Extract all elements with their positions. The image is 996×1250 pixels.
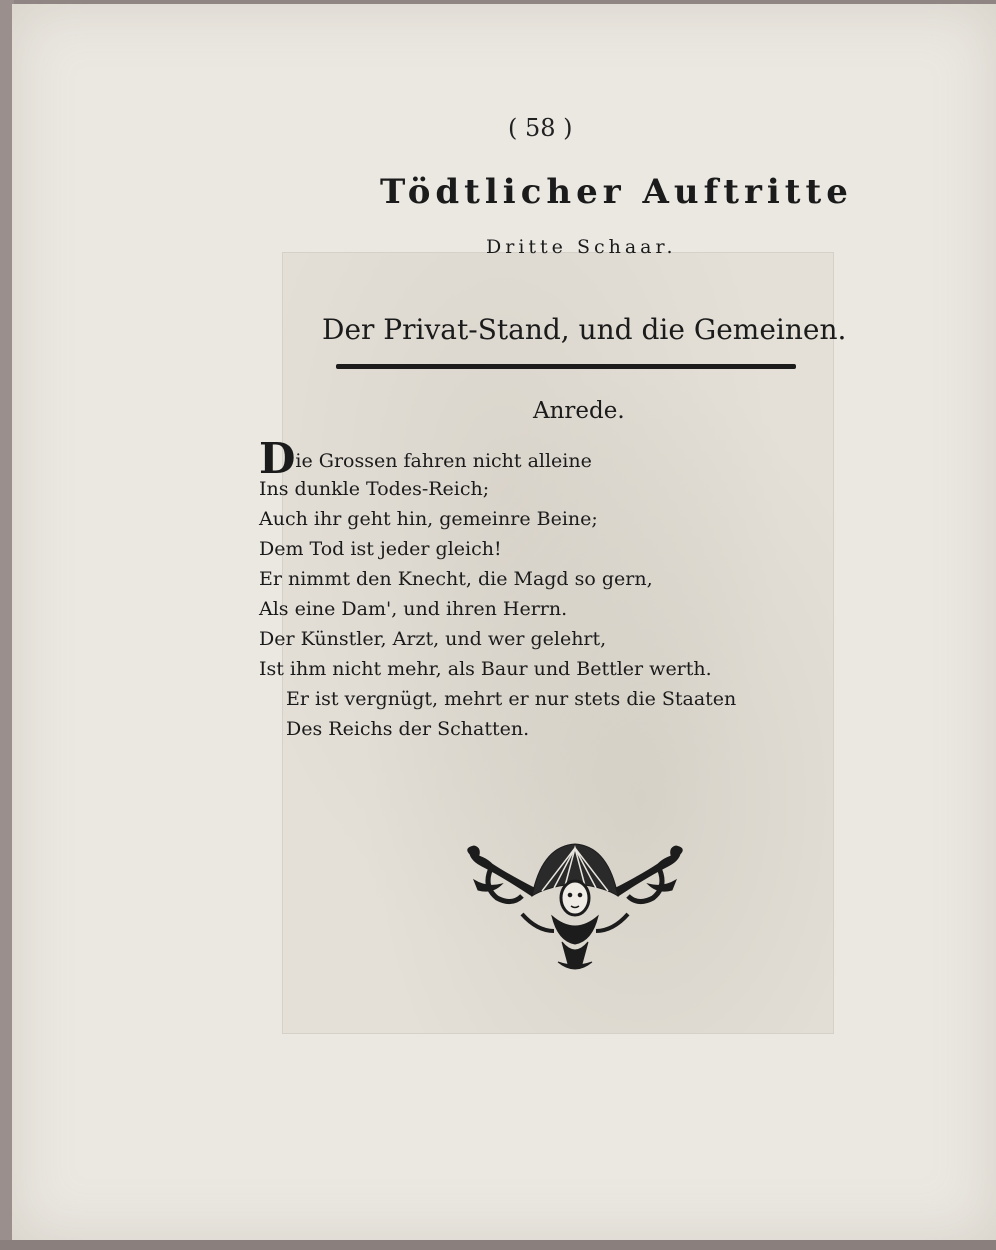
poem-line: Er nimmt den Knecht, die Magd so gern, — [259, 568, 653, 590]
poem-line: Dem Tod ist jeder gleich! — [259, 538, 502, 560]
poem-line: Der Künstler, Arzt, und wer gelehrt, — [259, 628, 607, 650]
page-number: ( 58 ) — [508, 114, 573, 142]
poem-line: Ist ihm nicht mehr, als Baur und Bettler werth. — [259, 658, 712, 680]
page-bottom-edge — [0, 1240, 996, 1250]
heading-rule — [336, 364, 796, 369]
poem-line: Auch ihr geht hin, gemeinre Beine; — [259, 508, 598, 530]
drop-cap: D — [259, 434, 296, 483]
page-subtitle: Dritte Schaar. — [486, 236, 677, 258]
poem-text — [259, 434, 759, 744]
poem-line-indented: Er ist vergnügt, mehrt er nur stets die Staaten — [286, 688, 737, 710]
address-heading: Anrede. — [533, 398, 625, 424]
poem-line — [259, 434, 759, 483]
poem-line: Als eine Dam', und ihren Herrn. — [259, 598, 568, 620]
poem-line-indented: Des Reichs der Schatten. — [286, 718, 530, 740]
page-title: Tödtlicher Auftritte — [380, 172, 853, 212]
poem-line-text: ie Grossen fahren nicht alleine — [295, 450, 592, 472]
vignette-ornament-icon — [462, 836, 688, 976]
poem-line: Ins dunkle Todes-Reich; — [259, 478, 490, 500]
section-heading: Der Privat-Stand, und die Gemeinen. — [322, 313, 847, 346]
